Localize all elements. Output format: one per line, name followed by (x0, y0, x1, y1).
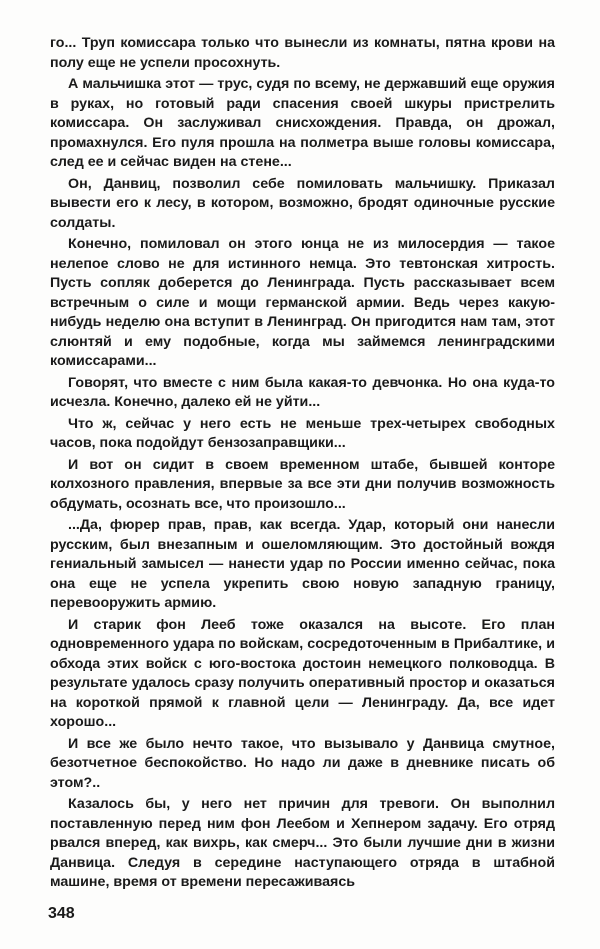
paragraph: Конечно, помиловал он этого юнца не из милосердия — такое нелепое слово не для истинного немца. Это тевтонская хитрость. Пусть сопляк доберется до Ленинграда. Пусть рассказывает всем встречным о силе и мощи германской армии. Ведь через какую-нибудь неделю она вступит в Ленинград. Он пригодится нам там, этот слюнтяй и ему подобные, когда мы займемся ленинградскими комиссарами... (50, 236, 555, 369)
paragraph: И все же было нечто такое, что вызывало у Данвица смутное, безотчетное беспокойство. Но надо ли даже в дневнике писать об этом?.. (50, 735, 555, 791)
paragraph: Казалось бы, у него нет причин для тревоги. Он выполнил поставленную перед ним фон Леебом и Хепнером задачу. Его отряд рвался вперед, как вихрь, как смерч... Это были лучшие дни в жизни Данвица. Следуя в середине наступающего отряда в штабной машине, время от времени пересаживаясь (50, 796, 555, 890)
paragraph: Что ж, сейчас у него есть не меньше трех-четырех свободных часов, пока подойдут бензозаправщики... (50, 415, 555, 451)
paragraph: Он, Данвиц, позволил себе помиловать мальчишку. Приказал вывести его к лесу, в котором, возможно, бродят одиночные русские солдаты. (50, 175, 555, 231)
page-number: 348 (48, 905, 75, 922)
paragraph: И старик фон Лееб тоже оказался на высоте. Его план одновременного удара по войскам, сосредоточенным в Прибалтике, и обхода этих войск с юго-востока достоин немецкого полководца. В результате удалось сразу получить оперативный простор и оказаться на короткой прямой к главной цели — Ленинграду. Да, все идет хорошо... (50, 616, 555, 730)
paragraph: И вот он сидит в своем временном штабе, бывшей конторе колхозного правления, впервые за все эти дни получив возможность обдумать, осознать все, что произошло... (50, 456, 555, 512)
paragraph: А мальчишка этот — трус, судя по всему, не державший еще оружия в руках, но готовый ради спасения своей шкуры пристрелить комиссара. Он заслуживал снисхождения. Правда, он дрожал, промахнулся. Его пуля прошла на полметра выше головы комиссара, след ее и сейчас виден на стене... (50, 76, 555, 170)
paragraph: го... Труп комиссара только что вынесли из комнаты, пятна крови на полу еще не успели просохнуть. (50, 35, 555, 71)
paragraph: Говорят, что вместе с ним была какая-то девчонка. Но она куда-то исчезла. Конечно, далеко ей не уйти... (50, 374, 555, 410)
body-text (50, 34, 555, 895)
paragraph: ...Да, фюрер прав, прав, как всегда. Удар, который они нанесли русским, был внезапным и ошеломляющим. Это достойный вождя гениальный замысел — нанести удар по России именно сейчас, пока она еще не успела укрепить свою новую западную границу, перевооружить армию. (50, 517, 555, 611)
